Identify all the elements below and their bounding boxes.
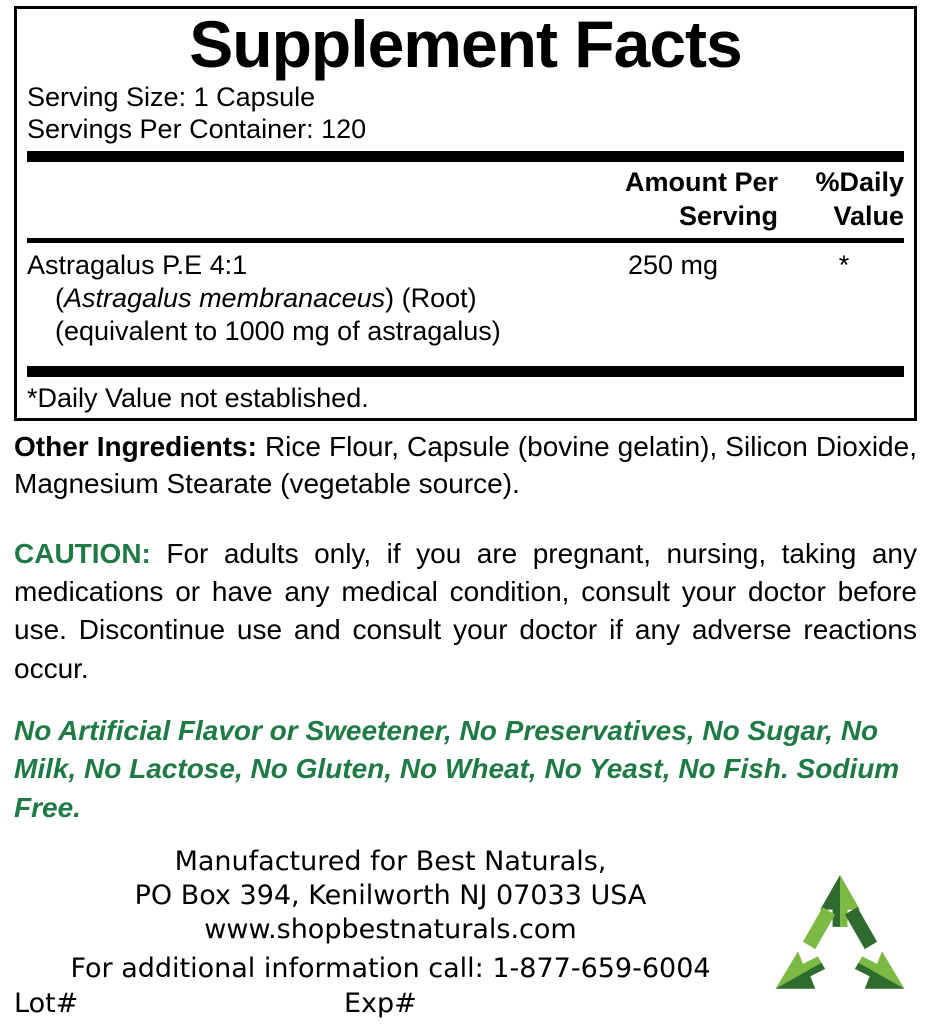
rule-thick-bottom	[27, 366, 904, 377]
paren-close-part: ) (Root)	[385, 282, 477, 313]
table-row	[27, 243, 904, 348]
nutrient-equivalent-line: (equivalent to 1000 mg of astragalus)	[55, 315, 501, 346]
nutrient-daily-value: *	[838, 249, 850, 280]
column-header-dv-line1: %Daily	[815, 167, 904, 198]
other-ingredients	[14, 428, 917, 502]
serving-size: Serving Size: 1 Capsule	[27, 82, 316, 113]
other-ingredients-text: Rice Flour, Capsule (bovine gelatin), Silicon Dioxide, Magnesium Stearate (vegetable source).	[14, 431, 917, 500]
column-header-dv-line2: Value	[833, 201, 904, 232]
latin-name: Astragalus membranaceus	[64, 282, 386, 313]
manufacturer-line-1: Manufactured for Best Naturals,	[174, 846, 607, 878]
manufacturer-website: www.shopbestnaturals.com	[204, 914, 577, 946]
caution-statement	[14, 535, 917, 688]
supplement-facts-panel	[14, 6, 917, 421]
paren-open: (	[55, 282, 64, 313]
other-ingredients-label: Other Ingredients:	[14, 431, 257, 463]
panel-spacer	[27, 348, 904, 360]
contact-phone-line: For additional information call: 1-877-659-6004	[70, 953, 711, 985]
nutrient-name: Astragalus P.E 4:1	[27, 249, 248, 280]
servings-per-container: Servings Per Container: 120	[27, 113, 367, 144]
column-header-amount	[568, 166, 784, 234]
recycle-icon	[765, 870, 915, 1006]
free-from-claims: No Artificial Flavor or Sweetener, No Preservatives, No Sugar, No Milk, No Lactose, No Gluten, No Wheat, No Yeast, No Fish. Sodium Free.	[14, 715, 900, 823]
caution-text: For adults only, if you are pregnant, nursing, taking any medications or have any medical condition, consult your doctor before use. Discontinue use and consult your doctor if any adverse reactions occur.	[14, 537, 917, 684]
caution-label: CAUTION:	[14, 537, 151, 569]
column-header-daily-value	[784, 166, 904, 234]
daily-value-footnote: *Daily Value not established.	[27, 382, 369, 413]
column-headers	[27, 162, 904, 238]
column-header-amount-line2: Serving	[678, 201, 778, 232]
lot-number-label: Lot#	[14, 988, 79, 1020]
nutrient-name-cell	[27, 249, 568, 348]
rule-thick-top	[27, 151, 904, 162]
nutrient-source-line	[27, 282, 568, 315]
manufacturer-line-2: PO Box 394, Kenilworth NJ 07033 USA	[134, 880, 647, 912]
panel-title: Supplement Facts	[189, 7, 742, 81]
column-header-amount-line1: Amount Per	[624, 167, 778, 198]
exp-date-label: Exp#	[344, 988, 417, 1020]
nutrient-amount: 250 mg	[627, 249, 719, 280]
